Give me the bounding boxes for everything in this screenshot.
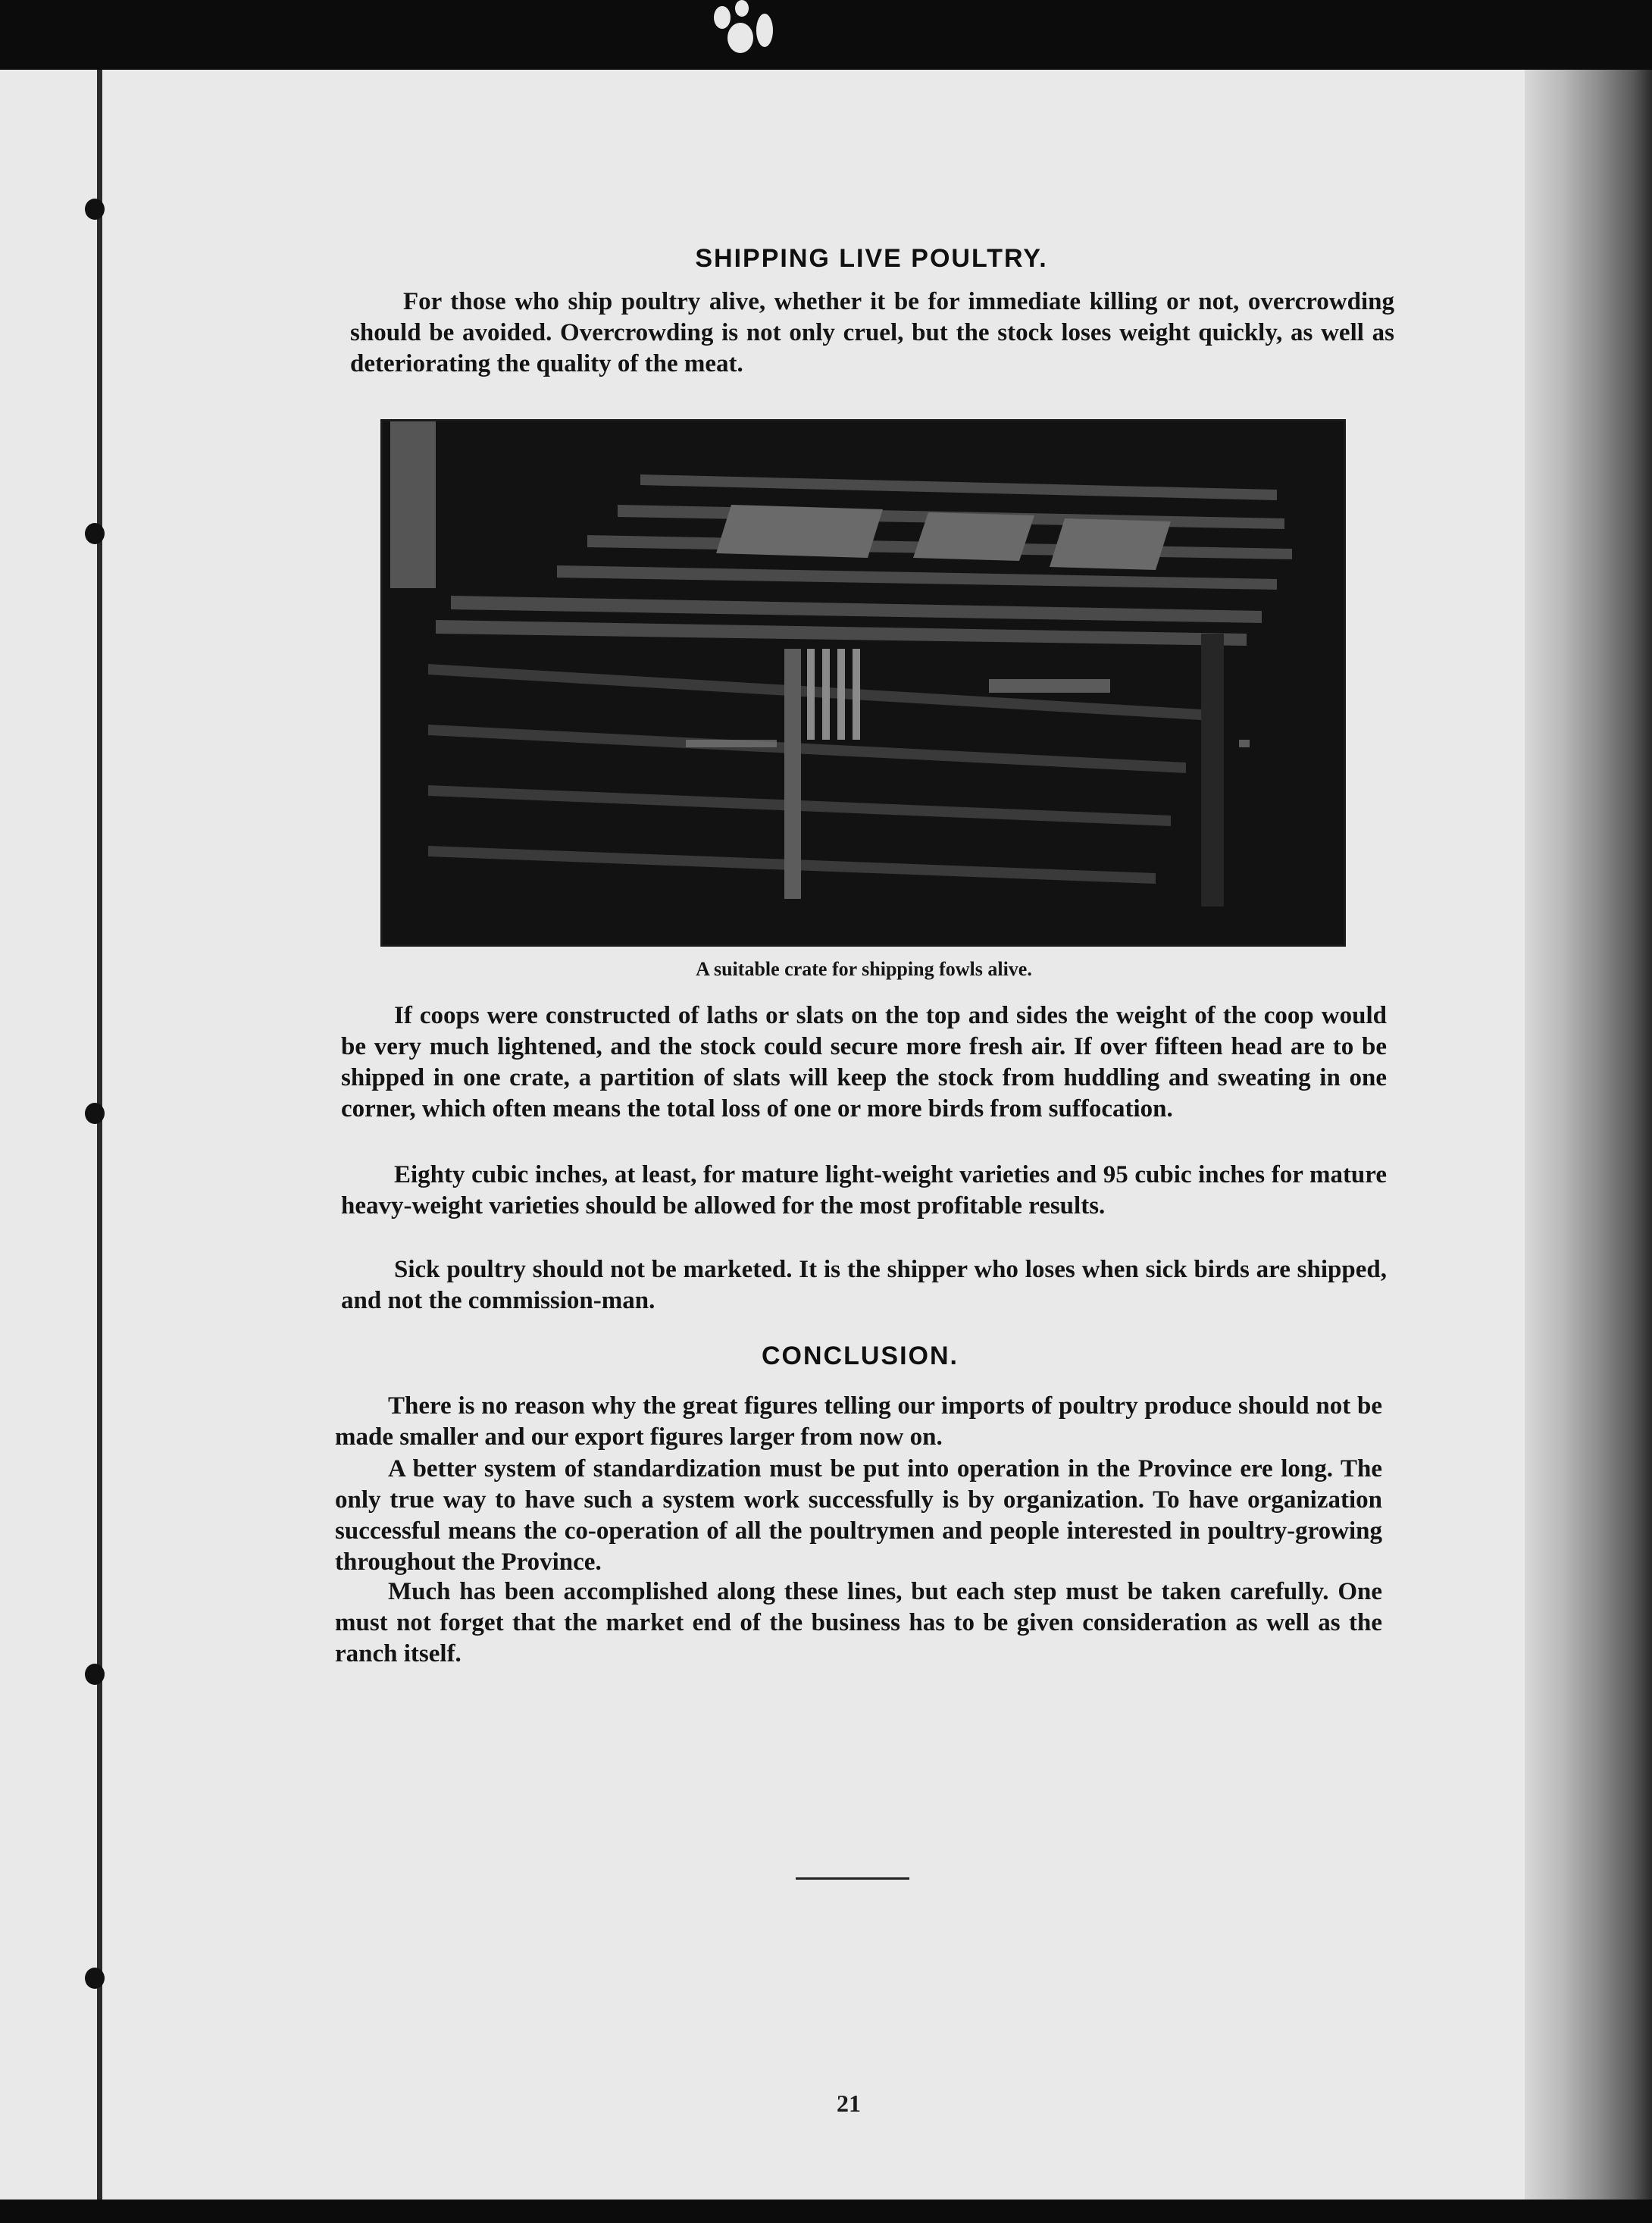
page-edge-shadow	[1525, 70, 1652, 2200]
paragraph-coops: If coops were constructed of laths or slats on the top and sides the weight of the coop would be very much lightened, and the stock could secure more fresh air. If over fifteen head are to be shipped in one crate, a partition of slats will keep the stock from huddling and sweating in one corner, which often means the total loss of one or more birds from suffocation.	[341, 1002, 1387, 1122]
binding-stitch	[85, 199, 105, 220]
paragraph-cubic-inches: Eighty cubic inches, at least, for mature light-weight varieties and 95 cubic inches for mature heavy-weight varieties should be allowed for the most profitable results.	[341, 1161, 1387, 1220]
end-rule	[796, 1877, 909, 1880]
crate-photo	[380, 419, 1346, 947]
paragraph-conclusion-1: There is no reason why the great figures telling our imports of poultry produce should not be made smaller and our export figures larger from now on.	[335, 1392, 1382, 1451]
binding-line	[97, 70, 102, 2200]
paragraph-sick-poultry: Sick poultry should not be marketed. It is the shipper who loses when sick birds are shipped, and not the commission-man.	[341, 1256, 1387, 1314]
paragraph-conclusion-3: Much has been accomplished along these lines, but each step must be taken carefully. One must not forget that the market end of the business has to be given consideration as well as the ranch itself.	[335, 1578, 1382, 1667]
paragraph-conclusion-2: A better system of standardization must be put into operation in the Province ere long. The only true way to have such a system work successfully is by organization. To have organization successful means the co-operation of all the poultrymen and people interested in poultry-growing throughout the Province.	[335, 1455, 1382, 1576]
crate-photo-image	[383, 421, 1344, 944]
section-heading-conclusion: CONCLUSION.	[762, 1342, 959, 1370]
section-heading-shipping: SHIPPING LIVE POULTRY.	[695, 244, 1048, 273]
photo-caption: A suitable crate for shipping fowls alive.	[696, 958, 1032, 980]
paragraph-intro: For those who ship poultry alive, whether it be for immediate killing or not, overcrowding should be avoided. Overcrowding is not only cruel, but the stock loses weight quickly, as well as deteriorating the quality of the meat.	[350, 288, 1394, 377]
binding-stitch	[85, 1103, 105, 1124]
scan-artifact	[705, 0, 781, 61]
page-sheet	[0, 70, 1567, 2200]
binding-stitch	[85, 1664, 105, 1685]
binding-stitch	[85, 1968, 105, 1989]
binding-stitch	[85, 523, 105, 544]
page-number: 21	[837, 2090, 861, 2117]
